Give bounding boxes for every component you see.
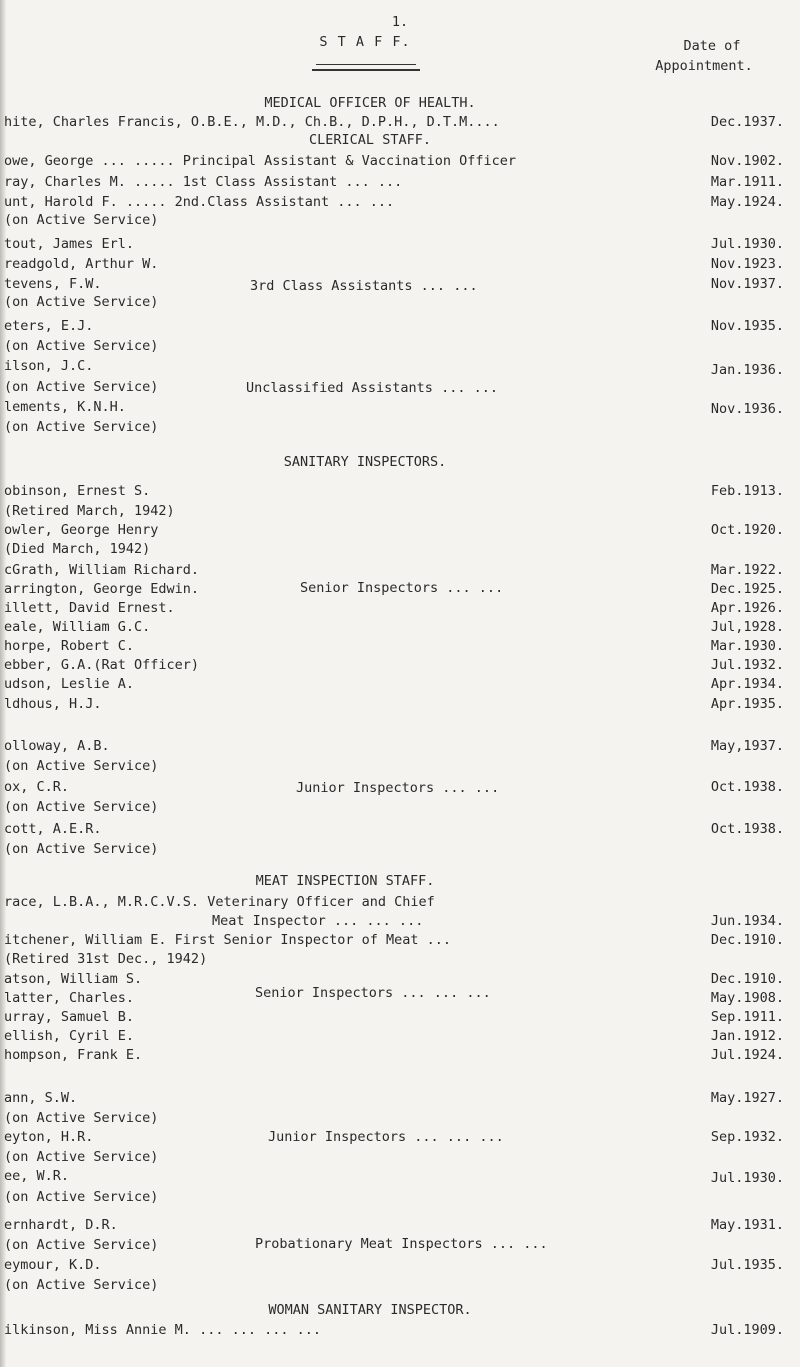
staff-name: ee, W.R. — [4, 1168, 70, 1184]
staff-note: (on Active Service) — [4, 1149, 159, 1165]
staff-date: Dec.1910. — [710, 971, 784, 987]
staff-date: Apr.1934. — [710, 676, 784, 692]
staff-date: May.1931. — [710, 1217, 784, 1233]
section-heading-sanitary: SANITARY INSPECTORS. — [283, 454, 447, 470]
staff-note: (on Active Service) — [4, 419, 159, 435]
grade-junior-sanitary: Junior Inspectors ... ... — [296, 780, 500, 796]
staff-name: horpe, Robert C. — [4, 638, 135, 654]
staff-note: (Retired March, 1942) — [4, 503, 175, 519]
staff-name: arrington, George Edwin. — [4, 581, 200, 597]
staff-date: Mar.1922. — [710, 562, 784, 578]
staff-note: (on Active Service) — [4, 1189, 159, 1205]
staff-date: May.1927. — [710, 1090, 784, 1106]
staff-name: ann, S.W. — [4, 1090, 78, 1106]
staff-date: Jul.1935. — [710, 1257, 784, 1273]
staff-note: (on Active Service) — [4, 212, 159, 228]
date-header-line-2: Appointment. — [655, 58, 753, 74]
staff-note: (on Active Service) — [4, 294, 159, 310]
staff-date: May,1937. — [710, 738, 784, 754]
staff-name: tevens, F.W. — [4, 276, 102, 292]
staff-name: ebber, G.A.(Rat Officer) — [4, 657, 200, 673]
staff-date: Oct.1938. — [710, 821, 784, 837]
staff-name: race, L.B.A., M.R.C.V.S. Veterinary Officer and Chief — [4, 894, 435, 910]
staff-date: Sep.1932. — [710, 1129, 784, 1145]
staff-note: (on Active Service) — [4, 379, 159, 395]
staff-date: Dec.1910. — [710, 932, 784, 948]
staff-name: udson, Leslie A. — [4, 676, 135, 692]
staff-name: readgold, Arthur W. — [4, 256, 159, 272]
staff-name: ernhardt, D.R. — [4, 1217, 118, 1233]
staff-date: Jul.1930. — [710, 236, 784, 252]
staff-date: Jan.1936. — [710, 362, 784, 378]
section-heading-meat: MEAT INSPECTION STAFF. — [255, 873, 435, 889]
grade-third-class: 3rd Class Assistants ... ... — [250, 278, 478, 294]
staff-name: ilkinson, Miss Annie M. ... ... ... ... — [4, 1322, 321, 1338]
staff-date: Jul.1909. — [710, 1322, 784, 1338]
grade-junior-meat: Junior Inspectors ... ... ... — [268, 1129, 504, 1145]
staff-note: (on Active Service) — [4, 1277, 159, 1293]
staff-note: (on Active Service) — [4, 1237, 159, 1253]
staff-date: Jul.1924. — [710, 1047, 784, 1063]
staff-name: unt, Harold F. ..... 2nd.Class Assistant ... ... — [4, 194, 395, 210]
staff-name: eters, E.J. — [4, 318, 94, 334]
staff-date: Apr.1926. — [710, 600, 784, 616]
staff-note: (Died March, 1942) — [4, 541, 151, 557]
staff-name: owler, George Henry — [4, 522, 159, 538]
staff-note: (on Active Service) — [4, 799, 159, 815]
staff-note: (on Active Service) — [4, 841, 159, 857]
staff-name: lements, K.N.H. — [4, 399, 126, 415]
staff-name: ray, Charles M. ..... 1st Class Assistant ... ... — [4, 174, 403, 190]
staff-date: Nov.1937. — [710, 276, 784, 292]
staff-name: Meat Inspector ... ... ... — [212, 913, 424, 929]
staff-name: atson, William S. — [4, 971, 143, 987]
staff-name: cott, A.E.R. — [4, 821, 102, 837]
title-rule-2 — [312, 69, 420, 71]
staff-date: Oct.1938. — [710, 779, 784, 795]
staff-name: owe, George ... ..... Principal Assistant & Vaccination Officer — [4, 153, 517, 169]
staff-date: Jan.1912. — [710, 1028, 784, 1044]
staff-date: Nov.1923. — [710, 256, 784, 272]
page-number: 1. — [391, 14, 409, 30]
staff-name: eale, William G.C. — [4, 619, 151, 635]
staff-name: ellish, Cyril E. — [4, 1028, 135, 1044]
staff-note: (on Active Service) — [4, 758, 159, 774]
grade-senior-sanitary: Senior Inspectors ... ... — [300, 580, 504, 596]
staff-name: ilson, J.C. — [4, 358, 94, 374]
staff-note: (on Active Service) — [4, 338, 159, 354]
staff-date: Dec.1937. — [710, 114, 784, 130]
staff-date: Apr.1935. — [710, 696, 784, 712]
staff-date: Mar.1911. — [710, 174, 784, 190]
staff-name: latter, Charles. — [4, 990, 135, 1006]
staff-name: obinson, Ernest S. — [4, 483, 151, 499]
staff-date: Mar.1930. — [710, 638, 784, 654]
staff-name: urray, Samuel B. — [4, 1009, 135, 1025]
staff-date: Jul.1932. — [710, 657, 784, 673]
date-header-line-1: Date of — [683, 38, 741, 54]
grade-probationary: Probationary Meat Inspectors ... ... — [255, 1236, 548, 1252]
staff-note: (on Active Service) — [4, 1110, 159, 1126]
grade-unclassified: Unclassified Assistants ... ... — [246, 380, 498, 396]
staff-date: Dec.1925. — [710, 581, 784, 597]
staff-name: cGrath, William Richard. — [4, 562, 200, 578]
staff-date: Sep.1911. — [710, 1009, 784, 1025]
staff-name: ldhous, H.J. — [4, 696, 102, 712]
staff-name: illett, David Ernest. — [4, 600, 175, 616]
title-rule-1 — [316, 64, 416, 65]
staff-name: hite, Charles Francis, O.B.E., M.D., Ch.B., D.P.H., D.T.M.... — [4, 114, 500, 130]
staff-name: ox, C.R. — [4, 779, 70, 795]
staff-name: itchener, William E. First Senior Inspector of Meat ... — [4, 932, 452, 948]
staff-date: Jul,1928. — [710, 619, 784, 635]
staff-note: (Retired 31st Dec., 1942) — [4, 951, 208, 967]
staff-name: tout, James Erl. — [4, 236, 135, 252]
staff-name: hompson, Frank E. — [4, 1047, 143, 1063]
section-heading-woman: WOMAN SANITARY INSPECTOR. — [268, 1302, 472, 1318]
staff-date: Nov.1936. — [710, 401, 784, 417]
staff-date: Oct.1920. — [710, 522, 784, 538]
staff-name: olloway, A.B. — [4, 738, 110, 754]
staff-date: Jun.1934. — [710, 913, 784, 929]
section-heading-medical: MEDICAL OFFICER OF HEALTH. — [264, 95, 476, 111]
staff-date: Nov.1935. — [710, 318, 784, 334]
staff-date: Nov.1902. — [710, 153, 784, 169]
page-title: S T A F F. — [319, 34, 411, 50]
section-heading-clerical: CLERICAL STAFF. — [309, 132, 431, 148]
staff-date: May.1908. — [710, 990, 784, 1006]
grade-senior-meat: Senior Inspectors ... ... ... — [255, 985, 491, 1001]
staff-date: Feb.1913. — [710, 483, 784, 499]
staff-date: Jul.1930. — [710, 1170, 784, 1186]
staff-name: eymour, K.D. — [4, 1257, 102, 1273]
staff-date: May.1924. — [710, 194, 784, 210]
staff-name: eyton, H.R. — [4, 1129, 94, 1145]
